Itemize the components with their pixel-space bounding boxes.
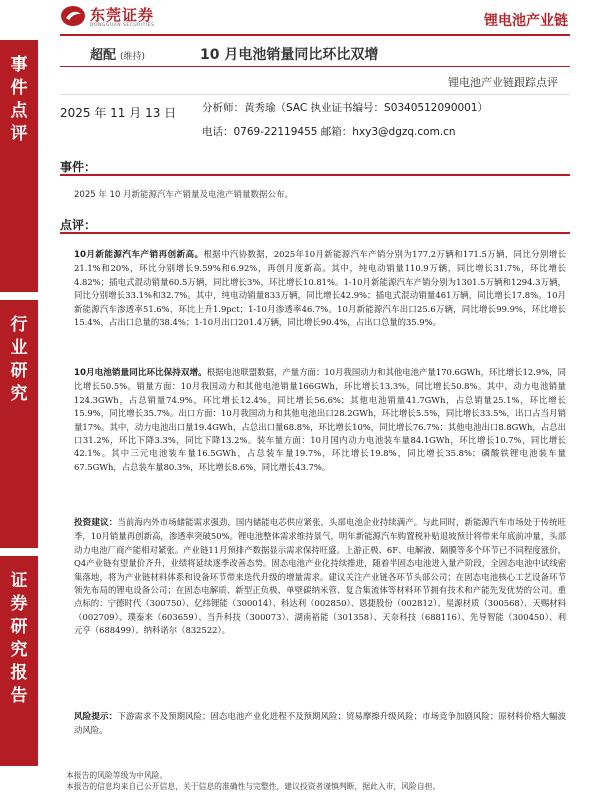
logo-text: 东莞证券: [90, 6, 155, 24]
paragraph-lead: 10月电池销量同比环比保持双增。: [74, 368, 207, 378]
rating-note: (维持): [120, 52, 146, 62]
comment-heading: 点评：: [60, 218, 97, 232]
sidebar-char: 研: [10, 617, 28, 637]
event-heading: 事件：: [60, 160, 97, 174]
report-date: 2025 年 11 月 13 日: [60, 106, 177, 120]
sidebar-char: 证: [10, 571, 28, 591]
paragraph-body: 当前海内外市场储能需求强劲，国内储能电芯供应紧张，头部电池企业持续满产。与此同时，新能源汽车市场处于传统旺季，10月销量再创新高，渗透率突破50%。锂电池整体需求维持景气，明年新能源汽车购置税补贴退坡预计将带来年底前冲量，头部动力电池厂商产能相对紧张。产业链11月预排产数据显示需求保持旺盛。上游正极、6F、电解液、隔膜等多个环节已不同程度涨价，Q4产业链有望量价齐升，业绩将延续逐季改善态势。固态电池产业化持续推进，随着半固态电池进入量产阶段，全固态电池中试线密集落地，将为产业链材料体系和设备环节带来迭代升级的增量需求。建议关注产业链各环节头部公司；在固态电池核心工艺设备环节领先布局的锂电设备公司；在固态电解质、新型正负极、单壁碳纳米管、复合集流体等材料环节拥有技术和产能先发优势的公司。重点标的：宁德时代（300750）、亿纬锂能（300014）、科达利（002850）、恩捷股份（002812）、星源材质（300568）、天赐材料（002709）、璞泰来（603659）、当升科技（300073）、湖南裕能（301358）、天奈科技（688116）、先导智能（300450）、利元亨（688499）、纳科诺尔（832522）。: [74, 517, 566, 636]
sidebar-char: 评: [10, 124, 28, 144]
sidebar-industry-research: [0, 300, 38, 548]
paragraph-lead: 10月新能源汽车产销再创新高。: [74, 250, 204, 260]
sidebar-char: 业: [10, 338, 28, 358]
sidebar-char: 究: [10, 384, 28, 404]
sidebar-char: 件: [10, 78, 28, 98]
logo-icon: [60, 4, 88, 28]
paragraph-battery-sales: [74, 366, 566, 474]
page-header: [0, 0, 600, 38]
sidebar-char: 券: [10, 594, 28, 614]
paragraph-body: 根据中汽协数据，2025年10月新能源汽车产销分别为177.2万辆和171.5万辆，同比分别增长21.1%和20%，环比分别增长9.59%和6.92%，再创月度新高。其中，纯电动销量110.9万辆，同比增长31.7%，环比增长4.82%；插电式混动销量60.5万辆，同比增长3%，环比增长10.81%。1-10月新能源汽车产销分别为1301.5万辆和1294.3万辆，同比分别增长33.1%和32.7%。其中，纯电动销量833万辆，同比增长42.9%；插电式混动销量461万辆，同比增长17.8%。10月新能源汽车渗透率51.6%，环比上升1.9pct；1-10月渗透率46.7%。10月新能源汽车出口25.6万辆，同比增长99.9%，环比增长15.4%，占出口总量的38.4%；1-10月出口201.4万辆，同比增长90.4%，占出口总量的35.9%。: [74, 249, 567, 328]
sidebar-char: 点: [10, 101, 28, 121]
footer-risk-level: 本报告的风险等级为中风险。: [66, 771, 168, 780]
sidebar-char: 行: [10, 315, 28, 335]
event-divider: [60, 174, 570, 176]
footer-disclaimer: 本报告的信息均来自已公开信息，关于信息的准确性与完整性，建议投资者谨慎判断，据此入市，风险自担。: [66, 782, 441, 791]
report-subtitle: 锂电池产业链跟踪点评: [448, 76, 558, 89]
sidebar-char: 究: [10, 640, 28, 660]
paragraph-ev-sales: [74, 248, 566, 329]
header-divider: [60, 34, 570, 36]
paragraph-body: 下游需求不及预期风险；固态电池产业化进程不及预期风险；贸易摩擦升级风险；市场竞争加剧风险；原材料价格大幅波动风险。: [74, 711, 566, 736]
industry-label: 锂电池产业链: [484, 13, 568, 29]
subtitle-divider: [60, 94, 570, 95]
analyst-info: 分析师：黄秀瑜（SAC 执业证书编号：S0340512090001）: [202, 102, 489, 114]
sidebar-char: 研: [10, 361, 28, 381]
event-text: 2025 年 10 月新能源汽车产销量及电池产销量数据公布。: [74, 190, 294, 200]
rating-value: 超配: [90, 48, 117, 63]
paragraph-lead: 风险提示：: [74, 712, 118, 722]
rating: [90, 44, 145, 63]
sidebar-char: 事: [10, 55, 28, 75]
paragraph-body: 根据电池联盟数据，产量方面：10月我国动力和其他电池产量170.6GWh，环比增长12.9%，同比增长50.5%。销量方面：10月我国动力和其他电池销量166GWh，环比增长13.3%，同比增长50.8%。其中，动力电池销量124.3GWh，占总销量74.9%，环比增长12.4%，同比增长56.6%；其他电池销量41.7GWh，占总销量25.1%，环比增长15.9%，同比增长35.7%。出口方面：10月我国动力和其他电池出口28.2GWh，环比增长5.5%，同比增长33.5%，出口占当月销量17%。其中，动力电池出口量19.4GWh，占总出口量68.8%，环比增长10%，同比增长76.7%；其他电池出口8.8GWh，占总出口31.2%，环比下降3.3%，同比下降13.2%。装车量方面：10月国内动力电池装车量84.1GWh，环比增长10.7%，同比增长42.1%。其中三元电池装车量16.5GWh，占总装车量19.7%，环比增长19.8%，同比增长35.8%；磷酸铁锂电池装车量67.5GWh，占总装车量80.3%，环比增长8.6%，同比增长43.7%。: [74, 367, 566, 472]
sidebar-event-comment: [0, 40, 38, 292]
comment-divider: [60, 232, 570, 234]
logo-subtext: DONGGUAN SECURITIES: [90, 23, 155, 28]
title-divider: [60, 66, 570, 67]
paragraph-lead: 投资建议：: [74, 518, 118, 528]
paragraph-risk-warning: [74, 710, 566, 738]
company-logo: [60, 4, 170, 32]
sidebar-securities-report: [0, 556, 38, 766]
sidebar-char: 报: [10, 663, 28, 683]
sidebar-char: 告: [10, 686, 28, 706]
page-footer: [66, 770, 440, 792]
paragraph-investment-advice: [74, 516, 566, 638]
report-title: 10 月电池销量同比环比双增: [200, 47, 379, 63]
analyst-contact: 电话：0769-22119455 邮箱：hxy3@dgzq.com.cn: [202, 126, 456, 138]
